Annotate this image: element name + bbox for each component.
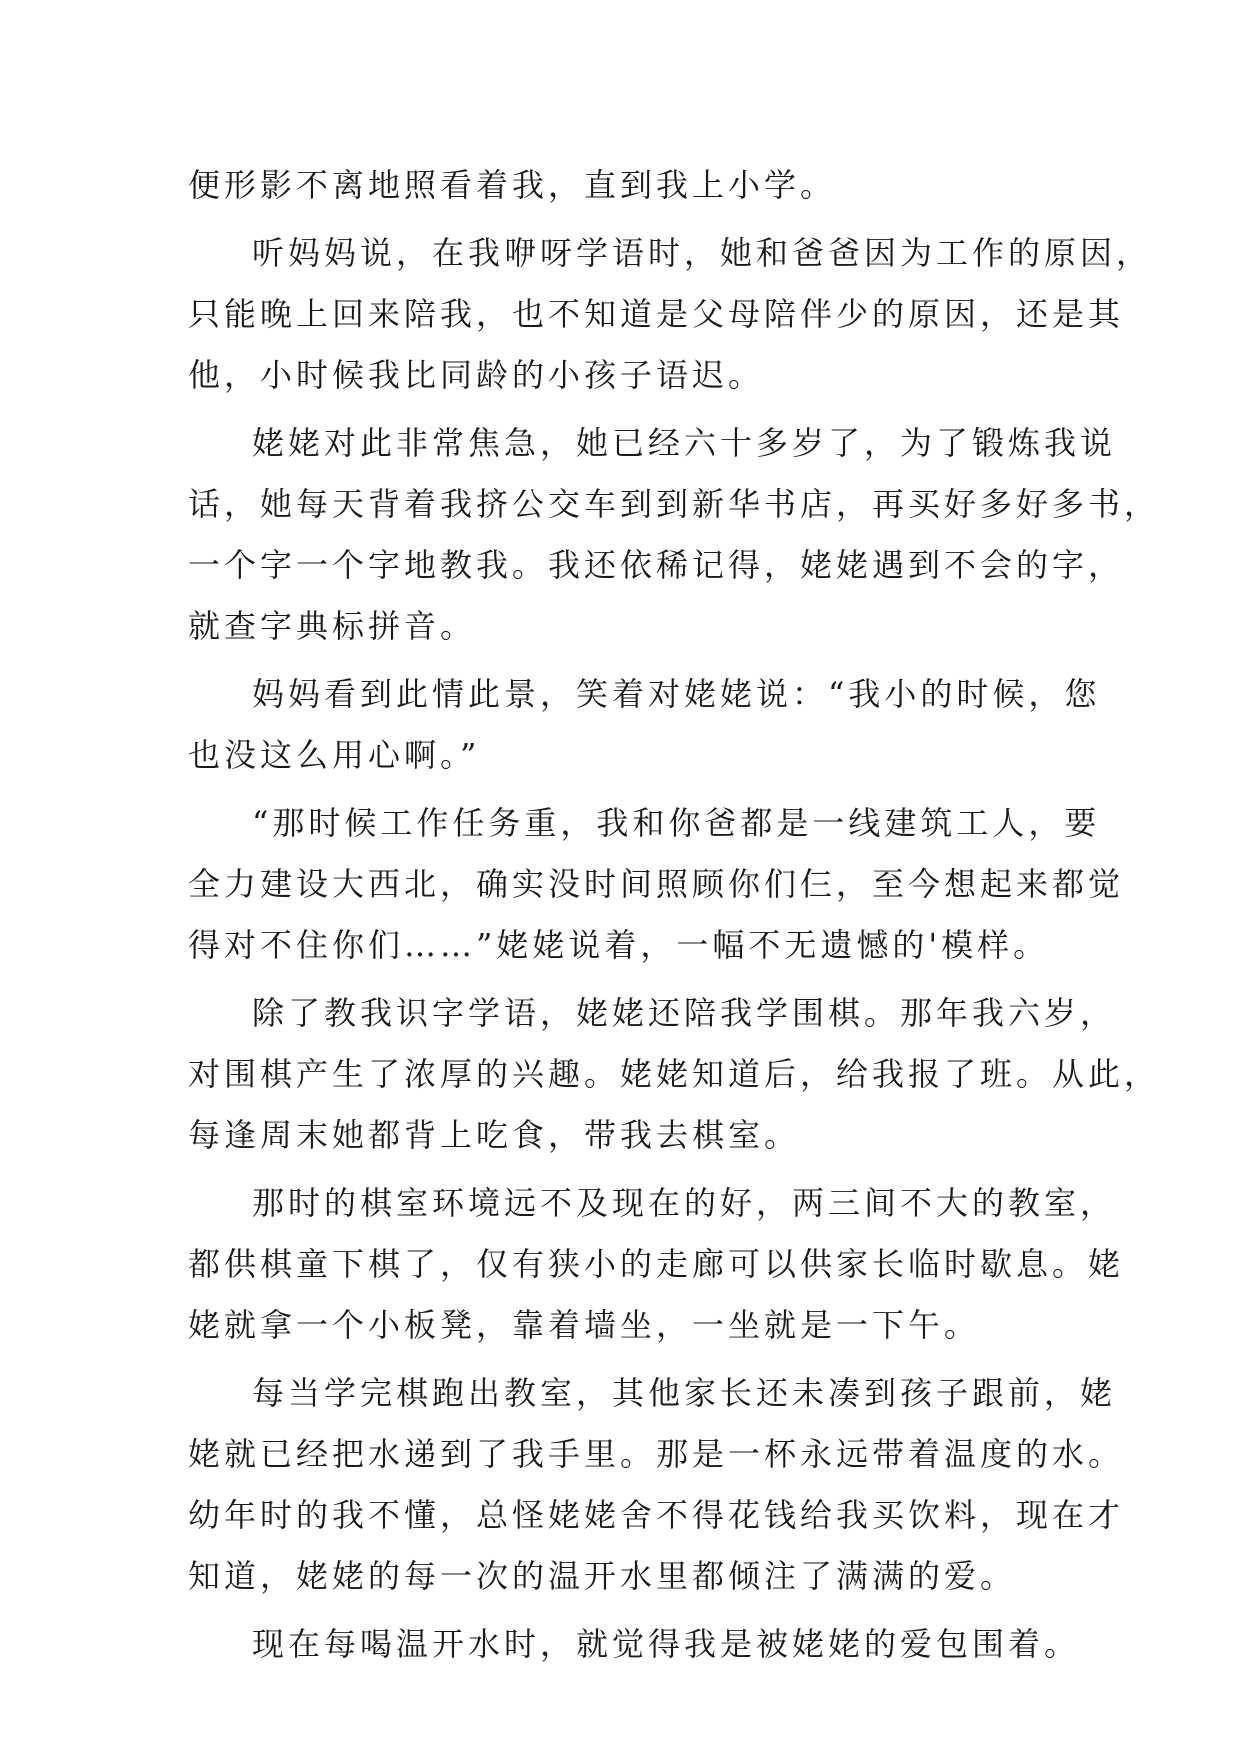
- text-line: 姥就拿一个小板凳，靠着墙坐，一坐就是一下午。: [188, 1306, 981, 1344]
- text-line: 他，小时候我比同龄的小孩子语迟。: [188, 356, 765, 394]
- text-line: 对围棋产生了浓厚的兴趣。姥姥知道后，给我报了班。从此，: [188, 1055, 1161, 1093]
- paragraph-first-line: 听妈妈说，在我咿呀学语时，她和爸爸因为工作的原因，: [252, 234, 1153, 272]
- paragraph-first-line: 现在每喝温开水时，就觉得我是被姥姥的爱包围着。: [252, 1625, 1081, 1663]
- paragraph-first-line: 姥姥对此非常焦急，她已经六十多岁了，为了锻炼我说: [252, 424, 1117, 462]
- document-body: [188, 155, 1161, 1675]
- paragraph-first-line: 每当学完棋跑出教室，其他家长还未凑到孩子跟前，姥: [252, 1374, 1117, 1412]
- text-line: 姥就已经把水递到了我手里。那是一杯永远带着温度的水。: [188, 1435, 1125, 1473]
- text-line: 知道，姥姥的每一次的温开水里都倾注了满满的爱。: [188, 1557, 1017, 1595]
- paragraph-first-line: “那时候工作任务重，我和你爸都是一线建筑工人，要: [252, 804, 1101, 842]
- text-line: 全力建设大西北，确实没时间照顾你们仨，至今想起来都觉: [188, 865, 1125, 903]
- text-line: 话，她每天背着我挤公交车到到新华书店，再买好多好多书，: [188, 485, 1161, 523]
- paragraph-first-line: 那时的棋室环境远不及现在的好，两三间不大的教室，: [252, 1184, 1117, 1222]
- text-line: 便形影不离地照看着我，直到我上小学。: [188, 166, 837, 204]
- text-line: 每逢周末她都背上吃食，带我去棋室。: [188, 1116, 801, 1154]
- text-line: 幼年时的我不懂，总怪姥姥舍不得花钱给我买饮料，现在才: [188, 1496, 1125, 1534]
- text-line: 只能晚上回来陪我，也不知道是父母陪伴少的原因，还是其: [188, 295, 1125, 333]
- text-line: 也没这么用心啊。”: [188, 736, 481, 774]
- text-line: 得对不住你们……”姥姥说着，一幅不无遗憾的'模样。: [188, 926, 1050, 964]
- text-line: 都供棋童下棋了，仅有狭小的走廊可以供家长临时歇息。姥: [188, 1245, 1125, 1283]
- text-line: 就查字典标拼音。: [188, 607, 477, 645]
- text-line: 一个字一个字地教我。我还依稀记得，姥姥遇到不会的字，: [188, 546, 1125, 584]
- paragraph-first-line: 除了教我识字学语，姥姥还陪我学围棋。那年我六岁，: [252, 994, 1117, 1032]
- paragraph-first-line: 妈妈看到此情此景，笑着对姥姥说：“我小的时候，您: [252, 675, 1101, 713]
